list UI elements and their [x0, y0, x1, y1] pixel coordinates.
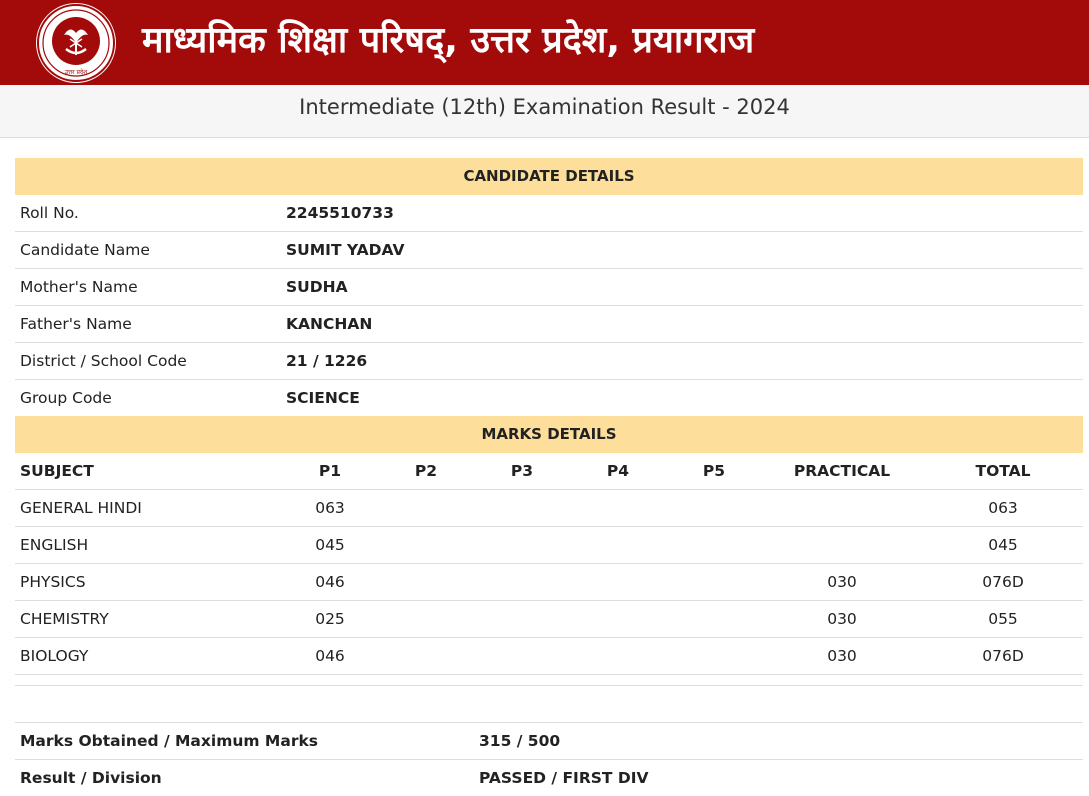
marks-header-row [15, 453, 1083, 490]
p1-cell: 046 [315, 647, 345, 665]
candidate-row-group [15, 380, 1083, 416]
table-gap [15, 686, 1083, 723]
practical-cell: 030 [827, 573, 857, 591]
candidate-value: SUDHA [286, 278, 348, 296]
svg-text:उत्तर प्रदेश: उत्तर प्रदेश [64, 69, 88, 76]
candidate-row-district [15, 343, 1083, 380]
site-header [0, 0, 1089, 85]
summary-row-result [15, 760, 1083, 796]
marks-row [15, 601, 1083, 638]
marks-obtained-value: 315 / 500 [479, 732, 561, 750]
candidate-value: KANCHAN [286, 315, 373, 333]
practical-cell: 030 [827, 610, 857, 628]
candidate-row-name [15, 232, 1083, 269]
practical-cell: 030 [827, 647, 857, 665]
p1-cell: 063 [315, 499, 345, 517]
result-table [15, 158, 1083, 796]
marks-details-heading: MARKS DETAILS [15, 416, 1083, 453]
marks-row [15, 638, 1083, 675]
candidate-label: Group Code [20, 389, 112, 407]
candidate-value: SUMIT YADAV [286, 241, 405, 259]
p1-cell: 025 [315, 610, 345, 628]
candidate-label: Father's Name [20, 315, 132, 333]
total-cell: 045 [988, 536, 1018, 554]
board-name: माध्यमिक शिक्षा परिषद्, उत्तर प्रदेश, प्रयागराज [142, 20, 755, 61]
total-cell: 076D [982, 647, 1024, 665]
candidate-details-heading: CANDIDATE DETAILS [15, 158, 1083, 195]
total-cell: 076D [982, 573, 1024, 591]
marks-obtained-label: Marks Obtained / Maximum Marks [20, 732, 318, 750]
total-cell: 055 [988, 610, 1018, 628]
marks-row [15, 564, 1083, 601]
summary-row-marks [15, 723, 1083, 760]
result-label: Result / Division [20, 769, 162, 787]
p1-cell: 046 [315, 573, 345, 591]
candidate-row-mother [15, 269, 1083, 306]
subject-cell: GENERAL HINDI [20, 499, 142, 517]
p1-cell: 045 [315, 536, 345, 554]
result-value: PASSED / FIRST DIV [479, 769, 649, 787]
column-header-p5: P5 [702, 462, 726, 480]
candidate-row-father [15, 306, 1083, 343]
candidate-label: District / School Code [20, 352, 187, 370]
column-header-subject: SUBJECT [20, 462, 94, 480]
subject-cell: ENGLISH [20, 536, 89, 554]
column-header-practical: PRACTICAL [793, 462, 891, 480]
candidate-value: 2245510733 [286, 204, 394, 222]
candidate-value: 21 / 1226 [286, 352, 368, 370]
subject-cell: BIOLOGY [20, 647, 89, 665]
up-emblem-logo [36, 3, 116, 83]
candidate-row-roll-no [15, 195, 1083, 232]
column-header-p4: P4 [606, 462, 630, 480]
column-header-p3: P3 [510, 462, 534, 480]
exam-title: Intermediate (12th) Examination Result - 2024 [0, 85, 1089, 138]
table-divider [15, 675, 1083, 686]
candidate-value: SCIENCE [286, 389, 360, 407]
column-header-p1: P1 [318, 462, 342, 480]
candidate-label: Roll No. [20, 204, 79, 222]
column-header-total: TOTAL [975, 462, 1031, 480]
column-header-p2: P2 [414, 462, 438, 480]
candidate-label: Mother's Name [20, 278, 138, 296]
total-cell: 063 [988, 499, 1018, 517]
subject-cell: PHYSICS [20, 573, 86, 591]
marks-row [15, 527, 1083, 564]
marks-row [15, 490, 1083, 527]
candidate-label: Candidate Name [20, 241, 150, 259]
subject-cell: CHEMISTRY [20, 610, 109, 628]
